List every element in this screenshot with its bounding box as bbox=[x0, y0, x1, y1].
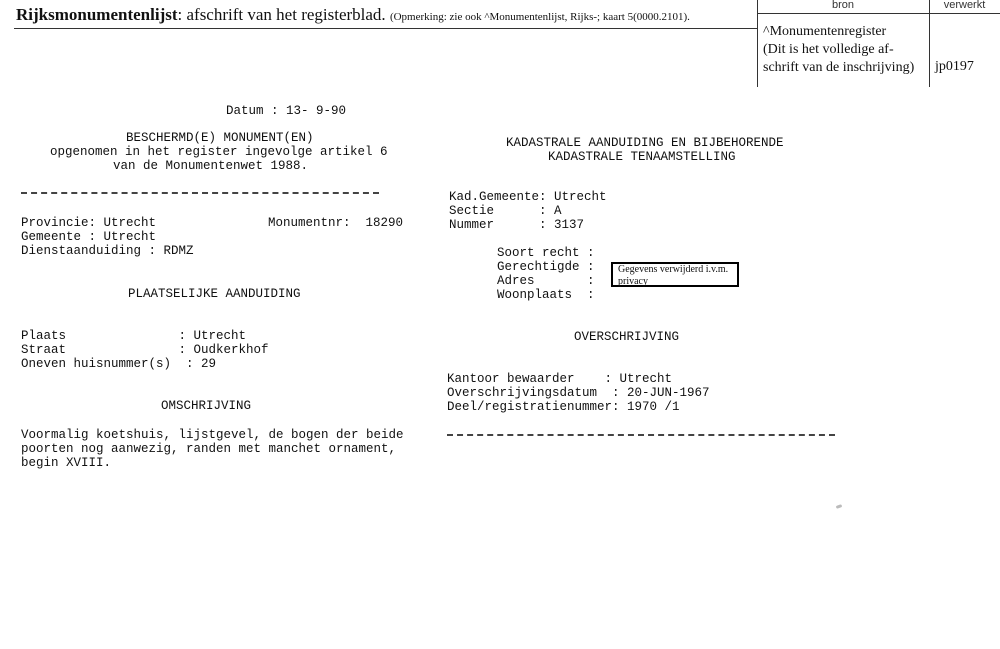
verwerkt-column-label: verwerkt bbox=[943, 0, 986, 11]
header-title-rest: : afschrift van het registerblad. bbox=[177, 5, 386, 24]
omschrijving-line: Voormalig koetshuis, lijstgevel, de bogen der beide bbox=[21, 428, 404, 442]
plaatselijke-aanduiding-heading: PLAATSELIJKE AANDUIDING bbox=[128, 287, 301, 301]
sectie-field: Sectie : A bbox=[449, 204, 562, 218]
bron-line: (Dit is het volledige af- bbox=[763, 42, 894, 57]
monument-heading-law: van de Monumentenwet 1988. bbox=[113, 159, 309, 173]
gerechtigde-field: Gerechtigde : bbox=[497, 260, 595, 274]
header-underline bbox=[14, 28, 758, 29]
gemeente-field: Gemeente : Utrecht bbox=[21, 230, 157, 244]
monument-heading-article: opgenomen in het register ingevolge artikel 6 bbox=[50, 145, 388, 159]
overschrijvingsdatum-field: Overschrijvingsdatum : 20-JUN-1967 bbox=[447, 386, 710, 400]
bron-column-label: bron bbox=[831, 0, 855, 11]
privacy-redaction-box: Gegevens verwijderd i.v.m. privacy bbox=[611, 262, 739, 287]
bron-value bbox=[763, 23, 931, 77]
overschrijving-heading: OVERSCHRIJVING bbox=[574, 330, 680, 344]
kad-gemeente-field: Kad.Gemeente: Utrecht bbox=[449, 190, 607, 204]
header-remark: (Opmerking: zie ook ^Monumentenlijst, Rijks-; kaart 5(0000.2101). bbox=[389, 11, 690, 23]
nummer-field: Nummer : 3137 bbox=[449, 218, 585, 232]
woonplaats-field: Woonplaats : bbox=[497, 288, 595, 302]
date-line: Datum : 13- 9-90 bbox=[226, 104, 347, 118]
monumentnr-field: Monumentnr: 18290 bbox=[268, 216, 404, 230]
omschrijving-line: begin XVIII. bbox=[21, 456, 112, 470]
omschrijving-line: poorten nog aanwezig, randen met manchet ornament, bbox=[21, 442, 397, 456]
scan-speck bbox=[836, 504, 843, 509]
document-header bbox=[16, 5, 690, 25]
header-title-bold: Rijksmonumentenlijst bbox=[16, 5, 178, 24]
adres-field: Adres : bbox=[497, 274, 595, 288]
kadastrale-heading-tenaamstelling: KADASTRALE TENAAMSTELLING bbox=[548, 150, 736, 164]
dienstaanduiding-field: Dienstaanduiding : RDMZ bbox=[21, 244, 194, 258]
right-dashed-rule bbox=[447, 434, 835, 436]
monument-heading: BESCHERMD(E) MONUMENT(EN) bbox=[126, 131, 314, 145]
plaats-field: Plaats : Utrecht bbox=[21, 329, 247, 343]
kadastrale-heading: KADASTRALE AANDUIDING EN BIJBEHORENDE bbox=[506, 136, 784, 150]
huisnummer-field: Oneven huisnummer(s) : 29 bbox=[21, 357, 217, 371]
kantoor-bewaarder-field: Kantoor bewaarder : Utrecht bbox=[447, 372, 673, 386]
source-box bbox=[757, 0, 1000, 87]
deel-registratienummer-field: Deel/registratienummer: 1970 /1 bbox=[447, 400, 680, 414]
soort-recht-field: Soort recht : bbox=[497, 246, 595, 260]
omschrijving-heading: OMSCHRIJVING bbox=[161, 399, 252, 413]
source-box-header-rule bbox=[757, 13, 1000, 14]
bron-line: ^Monumentenregister bbox=[763, 24, 887, 39]
straat-field: Straat : Oudkerkhof bbox=[21, 343, 269, 357]
provincie-field: Provincie: Utrecht bbox=[21, 216, 157, 230]
bron-line: schrift van de inschrijving) bbox=[763, 60, 915, 75]
verwerkt-value: jp0197 bbox=[935, 59, 974, 74]
left-dashed-rule bbox=[21, 192, 379, 194]
